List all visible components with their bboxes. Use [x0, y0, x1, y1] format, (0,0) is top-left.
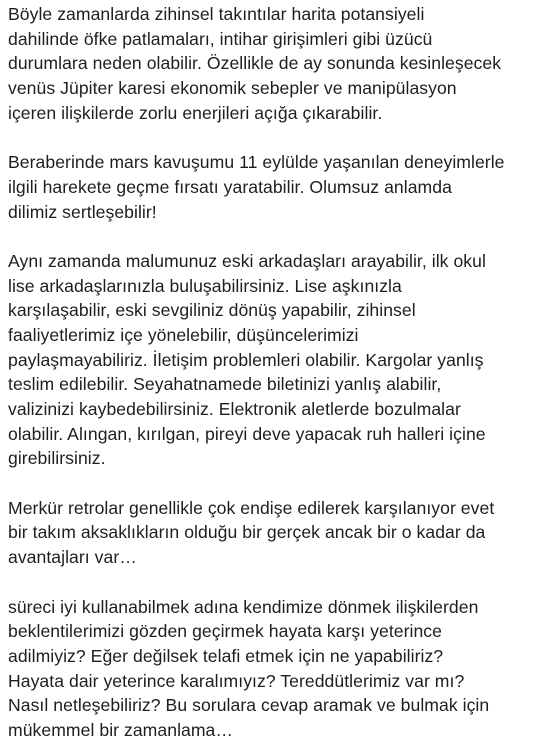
text-line: avantajları var… [8, 547, 137, 568]
text-line: Böyle zamanlarda zihinsel takıntılar harita potansiyeli [8, 4, 425, 24]
text-line: adilmiyiz? Eğer değilsek telafi etmek için ne yapabiliriz? [8, 645, 444, 666]
text-line: girebilirsiniz. [8, 448, 106, 469]
text-line: valizinizi kaybedebilirsiniz. Elektronik aletlerde bozulmalar [8, 399, 461, 419]
text-line: Aynı zamanda malumunuz eski arkadaşları arayabilir, ilk okul [8, 250, 486, 271]
paragraph-gap [8, 224, 540, 249]
text-line: ilgili harekete geçme fırsatı yaratabilir. Olumsuz anlamda [8, 176, 452, 197]
text-line: Merkür retrolar genellikle çok endişe edilerek karşılanıyor evet [8, 497, 495, 518]
text-line: karşılaşabilir, eski sevgiliniz dönüş yapabilir, zihinsel [8, 300, 416, 321]
paragraph-gap [8, 471, 540, 496]
paragraph-4 [8, 496, 540, 570]
text-line: durumlara neden olabilir. Özellikle de ay sonunda kesinleşecek [8, 53, 502, 74]
paragraph-2 [8, 150, 540, 224]
text-line: süreci iyi kullanabilmek adına kendimize dönmek ilişkilerden [8, 596, 479, 617]
paragraph-gap [8, 570, 540, 595]
text-line: içeren ilişkilerde zorlu enerjileri açığa çıkarabilir. [8, 102, 383, 123]
paragraph-5 [8, 595, 540, 743]
text-line: dilimiz sertleşebilir! [8, 201, 157, 222]
paragraph-3 [8, 249, 540, 471]
paragraph-1 [8, 2, 540, 125]
text-line: Nasıl netleşebiliriz? Bu sorulara cevap aramak ve bulmak için [8, 695, 490, 716]
text-line: Hayata dair yeterince karalımıyız? Tereddütlerimiz var mı? [8, 670, 465, 691]
text-line: teslim edilebilir. Seyahatnamede biletinizi yanlış alabilir, [8, 374, 442, 395]
text-line: mükemmel bir zamanlama… [8, 719, 234, 740]
text-line: Beraberinde mars kavuşumu 11 eylülde yaşanılan deneyimlerle [8, 152, 505, 173]
text-line: faaliyetlerimiz içe yönelebilir, düşüncelerimizi [8, 324, 359, 345]
text-line: venüs Jüpiter karesi ekonomik sebepler ve manipülasyon [8, 78, 457, 99]
text-line: beklentilerimizi gözden geçirmek hayata karşı yeterince [8, 621, 442, 642]
paragraph-gap [8, 125, 540, 150]
text-line: dahilinde öfke patlamaları, intihar girişimleri gibi üzücü [8, 28, 433, 49]
text-line: lise arkadaşlarınızla buluşabilirsiniz. Lise aşkınızla [8, 275, 402, 296]
text-line: paylaşmayabiliriz. İletişim problemleri olabilir. Kargolar yanlış [8, 349, 484, 370]
text-line: olabilir. Alıngan, kırılgan, pireyi deve yapacak ruh halleri içine [8, 423, 486, 444]
text-line: bir takım aksaklıkların olduğu bir gerçek ancak bir o kadar da [8, 522, 486, 543]
